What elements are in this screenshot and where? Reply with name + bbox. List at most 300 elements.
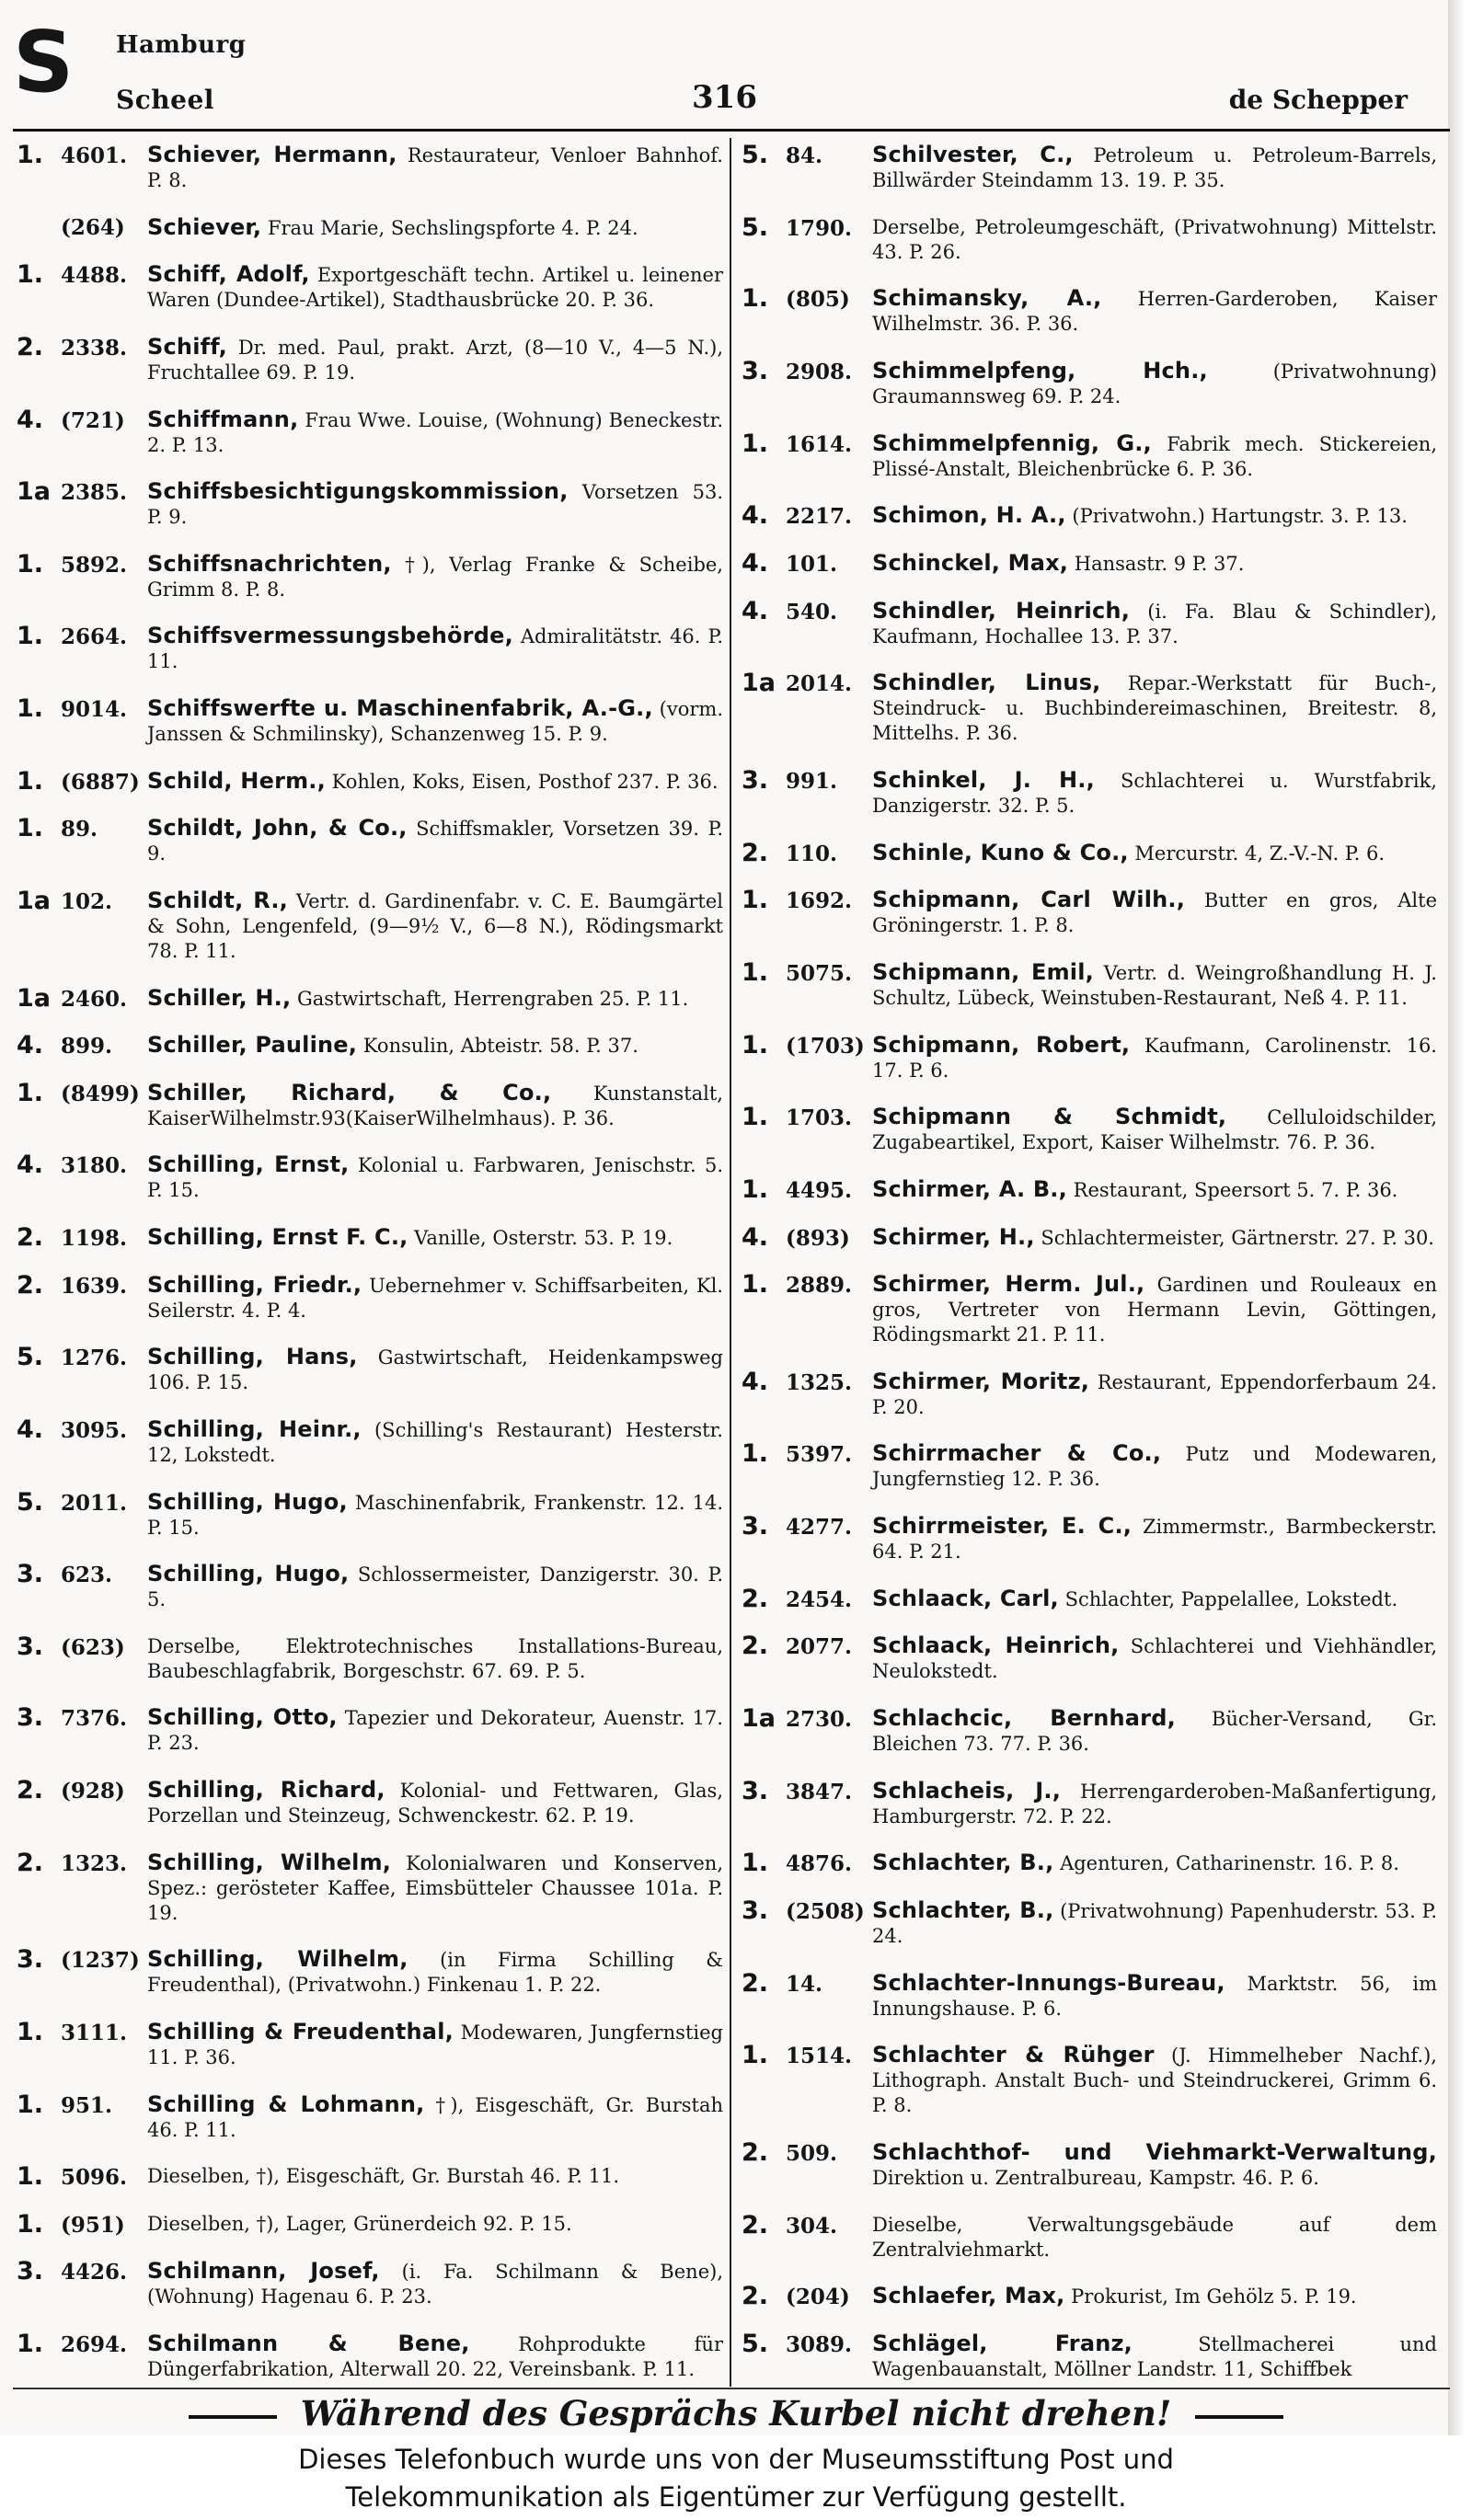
exchange-zone: 4. [17, 1031, 44, 1060]
phone-number [17, 2164, 147, 2190]
slogan-text: Während des Gesprächs Kurbel nicht drehen! [300, 2393, 1172, 2434]
subscriber-name: Schirrmeister, E. C., [872, 1513, 1133, 1540]
section-letter: S [13, 13, 73, 111]
entry-text [872, 670, 1437, 746]
subscriber-name: Schilling, Hugo, [147, 1561, 350, 1587]
directory-entry [742, 670, 1437, 746]
entry-details: Frau Marie, Sechslingspforte 4. P. 24. [267, 216, 638, 239]
entry-text [872, 1898, 1437, 1949]
entry-text [147, 1850, 723, 1926]
subscriber-name: Schiffmann, [147, 406, 299, 432]
line-number: 1325. [786, 1369, 853, 1395]
line-number: 2889. [786, 1273, 853, 1299]
phone-number [17, 2331, 147, 2357]
line-number: 102. [61, 888, 113, 914]
exchange-zone: 1. [17, 694, 44, 723]
line-number: 101. [786, 551, 838, 577]
entry-details: Schlossermeister, Danzigerstr. 30. P. 5. [147, 1564, 723, 1611]
exchange-zone: 4. [742, 548, 769, 578]
entry-details: Schiffsmakler, Vorsetzen 39. P. 9. [147, 818, 723, 865]
exchange-zone: 2. [17, 332, 44, 361]
exchange-zone: 1. [742, 957, 769, 987]
exchange-zone: 5. [742, 212, 769, 242]
entry-details: Gastwirtschaft, Heidenkampsweg 106. P. 15. [147, 1346, 723, 1394]
line-number: 1198. [61, 1226, 128, 1251]
exchange-zone: 3. [17, 1560, 44, 1589]
exchange-zone: 1a [17, 886, 52, 915]
entry-details: Derselbe, Elektrotechnisches Installations-Bureau, Baubeschlagfabrik, Borgeschstr. 67. 69. P. 5. [147, 1634, 723, 1682]
phone-number [17, 1225, 147, 1251]
phone-number [742, 548, 872, 578]
subscriber-name: Schiff, Adolf, [147, 261, 310, 288]
caption-line-1: Dieses Telefonbuch wurde uns von der Museumsstiftung Post und [298, 2444, 1174, 2475]
exchange-zone: 2. [742, 1968, 769, 1998]
exchange-zone: 2. [742, 838, 769, 867]
line-number: 4426. [61, 2260, 128, 2285]
phone-number [742, 957, 872, 987]
line-number: 5892. [61, 552, 128, 578]
subscriber-name: Schirmer, Herm. Jul., [872, 1271, 1145, 1298]
directory-entry [17, 1487, 723, 1541]
phone-number [742, 596, 872, 625]
entry-details: Dieselbe, Verwaltungsgebäude auf dem Zentralviehmarkt. [872, 2213, 1437, 2261]
line-number: 89. [61, 817, 98, 842]
subscriber-name: Schlachthof- und Viehmarkt-Verwaltung, [872, 2139, 1437, 2166]
directory-entry [17, 766, 723, 796]
line-number: 2664. [61, 624, 128, 650]
entry-text [147, 1562, 723, 1612]
entry-text [147, 1417, 723, 1468]
subscriber-name: Schimansky, A., [872, 285, 1102, 312]
entry-details: Derselbe, Petroleumgeschäft, (Privatwohnung) Mittelstr. 43. P. 26. [872, 215, 1437, 263]
exchange-zone: 2. [742, 2282, 769, 2311]
subscriber-name: Schlacheis, J., [872, 1777, 1062, 1804]
exchange-zone: 1a [742, 669, 776, 698]
line-number: 3847. [786, 1779, 853, 1804]
line-number: 2338. [61, 335, 128, 361]
entry-text [872, 599, 1437, 649]
subscriber-name: Schilmann & Bene, [147, 2331, 470, 2356]
exchange-zone: 3. [17, 1703, 44, 1733]
line-number: (2508) [786, 1899, 865, 1925]
line-number: 1514. [786, 2044, 853, 2069]
directory-entry [17, 1947, 723, 1998]
phone-number [742, 888, 872, 913]
ownership-caption [0, 2435, 1472, 2520]
page-header [0, 0, 1454, 124]
subscriber-name: Schildt, R., [147, 887, 288, 913]
entry-details: Herrengarderoben-Maßanfertigung, Hamburgerstr. 72. P. 22. [872, 1780, 1437, 1827]
entry-text [147, 696, 723, 747]
exchange-zone: 1. [742, 1439, 769, 1469]
directory-entry [742, 1514, 1437, 1564]
exchange-zone: 1. [742, 1030, 769, 1060]
directory-entry [742, 765, 1437, 819]
entry-details: Restaurant, Speersort 5. 7. P. 36. [1073, 1178, 1398, 1201]
directory-entry [742, 2043, 1437, 2118]
exchange-zone: 1. [17, 2090, 44, 2119]
entry-text [147, 2331, 723, 2382]
subscriber-name: Schiller, Pauline, [147, 1032, 358, 1059]
directory-entry [742, 212, 1437, 265]
entry-text [872, 1272, 1437, 1347]
entry-text [872, 1779, 1437, 1829]
line-number: (623) [61, 1634, 125, 1660]
line-number: 304. [786, 2213, 838, 2239]
entry-text [872, 1514, 1437, 1564]
entry-text [147, 1081, 723, 1131]
entry-details: Kolonialwaren und Konserven, Spez.: gerösteter Kaffee, Eimsbütteler Chaussee 101a. P. 19. [147, 1851, 723, 1924]
entry-details: (vorm. Janssen & Schmilinsky), Schanzenweg 15. P. 9. [147, 698, 723, 745]
entry-details: Bücher-Versand, Gr. Bleichen 73. 77. P. 36. [872, 1708, 1437, 1756]
directory-entry [742, 1706, 1437, 1757]
phone-number [742, 2331, 872, 2357]
entry-text [872, 768, 1437, 819]
entry-text [872, 1971, 1437, 2022]
phone-number [17, 1562, 147, 1587]
phone-number [17, 143, 147, 168]
subscriber-name: Schiffsvermessungsbehörde, [147, 623, 513, 649]
line-number: (928) [61, 1779, 125, 1804]
line-number: 1703. [786, 1105, 853, 1131]
line-number: 110. [786, 841, 838, 866]
directory-entry [17, 2259, 723, 2309]
exchange-zone: 1a [17, 983, 52, 1013]
exchange-zone: 3. [742, 356, 769, 385]
phone-number [17, 1634, 147, 1660]
directory-entry [742, 2140, 1437, 2191]
phone-number [17, 1705, 147, 1731]
entry-text [147, 2020, 723, 2070]
entry-details: Restaurateur, Venloer Bahnhof. P. 8. [147, 144, 723, 191]
directory-entry [742, 838, 1437, 867]
entry-details: Stellmacherei und Wagenbauanstalt, Möllner Landstr. 11, Schiffbek [872, 2333, 1437, 2380]
directory-entry [742, 888, 1437, 938]
phone-number [742, 1706, 872, 1732]
entry-text [872, 1850, 1437, 1876]
directory-entry [742, 286, 1437, 337]
entry-text [872, 359, 1437, 409]
subscriber-name: Schirmer, Moritz, [872, 1368, 1090, 1394]
directory-entry [17, 1778, 723, 1828]
entry-text [872, 960, 1437, 1011]
subscriber-name: Schlachter & Rühger [872, 2042, 1155, 2068]
directory-entry [17, 332, 723, 385]
entry-details: (Schilling's Restaurant) Hesterstr. 12, Lokstedt. [147, 1418, 723, 1466]
line-number: 2730. [786, 1707, 853, 1733]
line-number: 991. [786, 768, 838, 794]
phone-number [17, 2259, 147, 2285]
line-number: 2011. [61, 1490, 128, 1516]
exchange-zone: 1. [742, 2041, 769, 2070]
directory-entry [17, 1417, 723, 1468]
phone-number [742, 1030, 872, 1060]
directory-entry [742, 503, 1437, 529]
line-number: 899. [61, 1034, 113, 1060]
phone-number [742, 838, 872, 867]
directory-entry [17, 1225, 723, 1251]
exchange-zone: 1. [742, 1103, 769, 1132]
subscriber-name: Schiffsnachrichten, [147, 550, 392, 577]
phone-number [742, 431, 872, 457]
phone-number [742, 1272, 872, 1298]
entry-details: Mercurstr. 4, Z.-V.-N. P. 6. [1134, 842, 1386, 865]
exchange-zone: 3. [17, 1632, 44, 1661]
subscriber-name: Schilling, Wilhelm, [147, 1946, 408, 1973]
subscriber-name: Schilling, Hans, [147, 1344, 358, 1370]
entry-text [147, 215, 723, 241]
directory-entry [17, 1078, 723, 1131]
entry-text [147, 1152, 723, 1203]
subscriber-name: Schilling, Richard, [147, 1777, 385, 1803]
phone-number [742, 1898, 872, 1924]
entry-text [872, 1177, 1437, 1203]
entry-text [147, 986, 723, 1012]
line-number: 7376. [61, 1706, 128, 1732]
directory-entry [742, 1586, 1437, 1612]
entry-text [147, 1778, 723, 1828]
city-name: Hamburg [116, 31, 247, 59]
exchange-zone: 2. [742, 2210, 769, 2239]
entry-details: (i. Fa. Schilmann & Bene), (Wohnung) Hagenau 6. P. 23. [147, 2261, 723, 2308]
line-number: 2014. [786, 671, 853, 697]
slogan-line [0, 2395, 1472, 2432]
entry-text [872, 1369, 1437, 1420]
exchange-zone: 5. [742, 141, 769, 169]
exchange-zone: 3. [742, 1776, 769, 1805]
subscriber-name: Schimon, H. A., [872, 502, 1066, 529]
line-number: (6887) [61, 769, 140, 795]
subscriber-name: Schimmelpfennig, G., [872, 430, 1152, 456]
directory-entry [742, 1850, 1437, 1876]
phone-number [742, 286, 872, 312]
entry-details: Rohprodukte für Düngerfabrikation, Alterwall 20. 22, Vereinsbank. P. 11. [147, 2333, 723, 2380]
exchange-zone: 4. [17, 405, 44, 434]
subscriber-name: Schlachter, B., [872, 1897, 1054, 1924]
exchange-zone: 1. [17, 2209, 44, 2239]
entry-text [872, 1105, 1437, 1155]
entry-text [147, 1705, 723, 1756]
line-number: (1237) [61, 1948, 140, 1974]
exchange-zone: 1. [17, 622, 44, 651]
phone-number [742, 670, 872, 696]
directory-entry [742, 957, 1437, 1011]
exchange-zone: 4. [17, 1415, 44, 1444]
subscriber-name: Schilling, Hugo, [147, 1488, 348, 1515]
entry-details: Modewaren, Jungfernstieg 11. P. 36. [147, 2021, 723, 2068]
entry-text [872, 1033, 1437, 1083]
entry-text [872, 431, 1437, 482]
subscriber-name: Schilmann, Josef, [147, 2258, 380, 2285]
footer-rule [13, 2388, 1450, 2389]
entry-text [147, 479, 723, 530]
exchange-zone: 2. [742, 2138, 769, 2168]
subscriber-name: Schilling & Freudenthal, [147, 2018, 454, 2045]
line-number: 5075. [786, 960, 853, 986]
exchange-zone: 2. [742, 1584, 769, 1613]
exchange-zone: 5. [17, 1343, 44, 1372]
exchange-zone: 1a [742, 1704, 776, 1734]
phone-number [17, 1345, 147, 1370]
phone-number [742, 1968, 872, 1998]
subscriber-name: Schiever, [147, 213, 262, 240]
entry-details: Gastwirtschaft, Herrengraben 25. P. 11. [296, 987, 689, 1010]
subscriber-name: Schinckel, Max, [872, 549, 1069, 576]
directory-entry [17, 2017, 723, 2070]
subscriber-name: Schilling, Otto, [147, 1704, 338, 1731]
directory-entry [17, 696, 723, 747]
entry-details: Marktstr. 56, im Innungshause. P. 6. [872, 1972, 1437, 2020]
phone-number [17, 262, 147, 288]
phone-number [742, 143, 872, 168]
entry-details: Vertr. d. Weingroßhandlung H. J. Schultz, Lübeck, Weinstuben-Restaurant, Neß 4. P. 11. [872, 961, 1437, 1009]
exchange-zone: 1. [17, 1078, 44, 1107]
entry-text [147, 552, 723, 602]
directory-entry [742, 548, 1437, 578]
subscriber-name: Schipmann, Robert, [872, 1031, 1131, 1058]
phone-number [742, 1514, 872, 1540]
subscriber-name: Schipmann, Carl Wilh., [872, 887, 1186, 913]
entry-details: Repar.-Werkstatt für Buch-, Steindruck- u. Buchbindereimaschinen, Breitestr. 8, Mittelhs. P. 36. [872, 672, 1437, 745]
line-number: 3111. [61, 2020, 128, 2045]
subscriber-name: Schirmer, A. B., [872, 1175, 1067, 1202]
slogan-dash-right [1195, 2415, 1283, 2419]
line-number: 1323. [61, 1850, 128, 1876]
phone-number [17, 766, 147, 796]
line-number: 5096. [61, 2165, 128, 2191]
entry-details: Uebernehmer v. Schiffsarbeiten, Kl. Seilerstr. 4. P. 4. [147, 1274, 723, 1322]
directory-entry [742, 1968, 1437, 2022]
line-number: (1703) [786, 1033, 865, 1059]
directory-entry [17, 1033, 723, 1059]
entry-details: Kohlen, Koks, Eisen, Posthof 237. P. 36. [331, 770, 719, 793]
subscriber-name: Schlaack, Carl, [872, 1585, 1059, 1611]
entry-details: Schlachter, Pappelallee, Lokstedt. [1064, 1587, 1398, 1610]
phone-number [17, 1270, 147, 1300]
phone-number [17, 1417, 147, 1443]
phone-number [742, 1586, 872, 1612]
directory-entry [742, 1633, 1437, 1684]
directory-entry [742, 2210, 1437, 2262]
exchange-zone: 2. [742, 1632, 769, 1661]
line-number: 4495. [786, 1177, 853, 1203]
phone-number [742, 1174, 872, 1204]
exchange-zone: 1a [17, 477, 52, 507]
phone-number [17, 215, 147, 240]
phone-number [17, 2209, 147, 2239]
exchange-zone: 1. [742, 429, 769, 458]
entry-details: (Privatwohn.) Hartungstr. 3. P. 13. [1072, 505, 1408, 528]
subscriber-name: Schild, Herm., [147, 767, 326, 794]
phone-number [17, 1947, 147, 1973]
subscriber-name: Schilling, Wilhelm, [147, 1849, 392, 1875]
first-keyword: Scheel [116, 85, 214, 115]
entry-text [147, 2212, 723, 2237]
directory-entry [17, 1634, 723, 1684]
line-number: 4488. [61, 263, 128, 289]
line-number: (8499) [61, 1081, 140, 1106]
subscriber-name: Schilling & Lohmann, [147, 2090, 425, 2117]
exchange-zone: 1. [17, 2162, 44, 2192]
exchange-zone: 1. [17, 549, 44, 578]
exchange-zone: 3. [742, 1896, 769, 1926]
line-number: 2460. [61, 986, 128, 1012]
entry-details: Petroleum u. Petroleum-Barrels, Billwärder Steindamm 13. 19. P. 35. [872, 144, 1437, 191]
entry-text [872, 2140, 1437, 2191]
phone-number [742, 212, 872, 242]
entry-text [147, 888, 723, 964]
line-number: 4876. [786, 1851, 853, 1877]
line-number: 540. [786, 599, 838, 624]
line-number: 1614. [786, 431, 853, 457]
entry-details: Kaufmann, Carolinenstr. 16. 17. P. 6. [872, 1034, 1437, 1082]
exchange-zone: 3. [742, 1512, 769, 1541]
directory-entry [17, 2331, 723, 2382]
exchange-zone: 2. [17, 1776, 44, 1804]
entry-details: Dieselben, †), Lager, Grünerdeich 92. P. 15. [147, 2212, 572, 2235]
exchange-zone: 1. [17, 766, 44, 796]
exchange-zone: 1. [742, 886, 769, 915]
phone-number [17, 1152, 147, 1178]
subscriber-name: Schiever, Hermann, [147, 142, 397, 167]
subscriber-name: Schiller, H., [147, 984, 292, 1011]
line-number: 2077. [786, 1634, 853, 1660]
entry-text [872, 503, 1437, 529]
directory-entry [742, 1369, 1437, 1420]
line-number: 2694. [61, 2332, 128, 2357]
line-number: (893) [786, 1225, 850, 1251]
entry-details: Vanille, Osterstr. 53. P. 19. [414, 1227, 673, 1249]
entry-text [147, 1345, 723, 1395]
directory-entry [17, 1705, 723, 1756]
entry-details: Direktion u. Zentralbureau, Kampstr. 46. P. 6. [872, 2167, 1319, 2190]
entry-text [872, 2043, 1437, 2118]
phone-number [742, 2140, 872, 2166]
header-rule [13, 129, 1450, 132]
entry-details: (J. Himmelheber Nachf.), Lithograph. Anstalt Buch- und Steindruckerei, Grimm 6. P. 8. [872, 2045, 1437, 2117]
subscriber-name: Schinle, Kuno & Co., [872, 839, 1129, 865]
line-number: (264) [61, 214, 125, 240]
exchange-zone: 4. [742, 501, 769, 531]
directory-entry [17, 2209, 723, 2239]
entry-text [147, 407, 723, 458]
entry-text [147, 262, 723, 313]
exchange-zone: 1. [17, 260, 44, 290]
entry-details: Tapezier und Dekorateur, Auenstr. 17. P. 23. [147, 1707, 723, 1755]
entry-details: Schlachterei u. Wurstfabrik, Danzigerstr. 32. P. 5. [872, 769, 1437, 817]
entry-text [872, 551, 1437, 577]
subscriber-name: Schiffsbesichtigungskommission, [147, 478, 569, 505]
exchange-zone: 1. [17, 2017, 44, 2046]
entry-text [872, 286, 1437, 337]
entry-details: Konsulin, Abteistr. 58. P. 37. [362, 1035, 638, 1058]
right-column [742, 143, 1437, 2382]
subscriber-name: Schinkel, J. H., [872, 766, 1095, 793]
phone-number [17, 479, 147, 505]
exchange-zone: 1. [17, 2330, 44, 2358]
entry-text [147, 1490, 723, 1541]
subscriber-name: Schipmann & Schmidt, [872, 1104, 1227, 1130]
directory-entry [17, 215, 723, 241]
entry-details: Celluloidschilder, Zugabeartikel, Export, Kaiser Wilhelmstr. 76. P. 36. [872, 1106, 1437, 1154]
exchange-zone: 4. [17, 1151, 44, 1180]
exchange-zone: 2. [17, 1270, 44, 1300]
entry-text [872, 215, 1437, 265]
phone-number [742, 503, 872, 529]
subscriber-name: Schilling, Ernst, [147, 1151, 350, 1178]
phone-number [17, 1033, 147, 1059]
entry-details: Kolonial- und Fettwaren, Glas, Porzellan und Steinzeug, Schwenckestr. 62. P. 19. [147, 1780, 724, 1827]
